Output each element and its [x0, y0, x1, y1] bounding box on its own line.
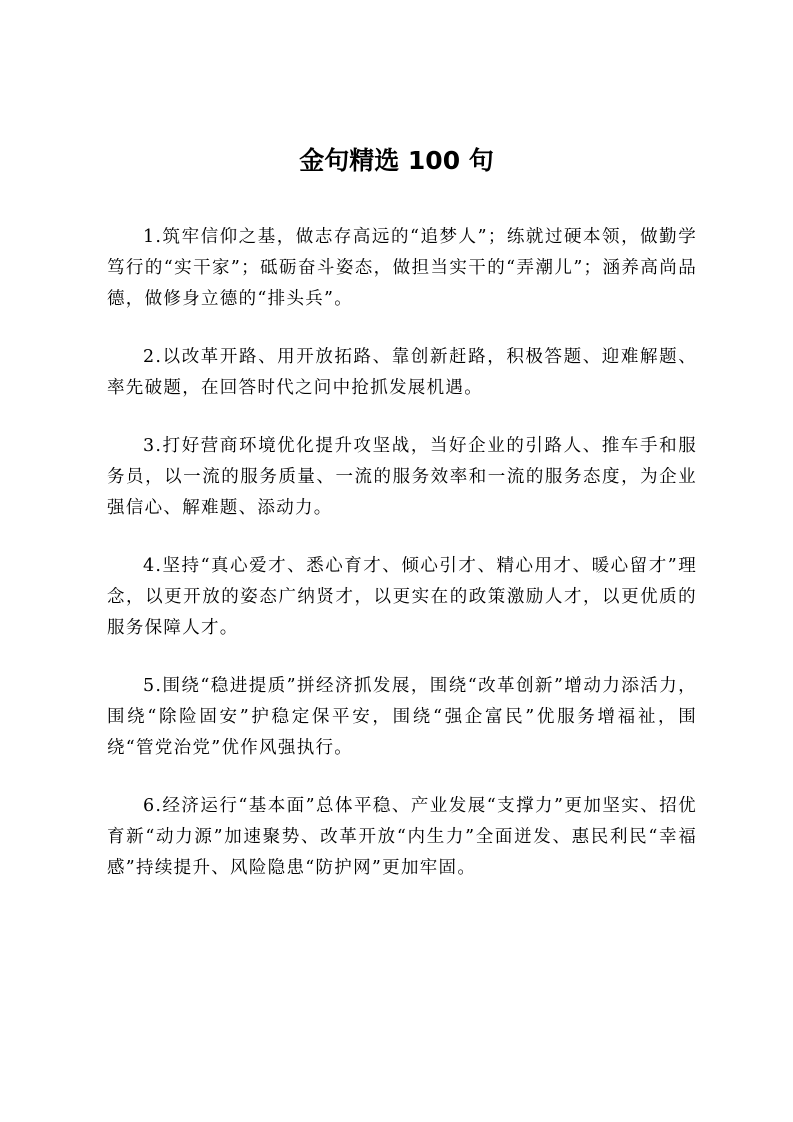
page-title: 金句精选 100 句	[299, 146, 494, 175]
paragraph-6: 6.经济运行“基本面”总体平稳、产业发展“支撑力”更加坚实、招优育新“动力源”加速聚势、改革开放“内生力”全面迸发、惠民利民“幸福感”持续提升、风险隐患“防护网”更加牢固。	[107, 796, 697, 878]
document-body	[107, 222, 697, 911]
paragraph-2: 2.以改革开路、用开放拓路、靠创新赶路，积极答题、迎难解题、率先破题，在回答时代之问中抢抓发展机遇。	[107, 347, 697, 398]
paragraph-3: 3.打好营商环境优化提升攻坚战，当好企业的引路人、推车手和服务员，以一流的服务质量、一流的服务效率和一流的服务态度，为企业强信心、解难题、添动力。	[107, 436, 697, 518]
paragraph-1: 1.筑牢信仰之基，做志存高远的“追梦人”；练就过硬本领，做勤学笃行的“实干家”；砥砺奋斗姿态，做担当实干的“弄潮儿”；涵养高尚品德，做修身立德的“排头兵”。	[107, 227, 697, 309]
paragraph-4: 4.坚持“真心爱才、悉心育才、倾心引才、精心用才、暖心留才”理念，以更开放的姿态广纳贤才，以更实在的政策激励人才，以更优质的服务保障人才。	[107, 556, 697, 638]
paragraph-5: 5.围绕“稳进提质”拼经济抓发展，围绕“改革创新”增动力添活力，围绕“除险固安”护稳定保平安，围绕“强企富民”优服务增福祉，围绕“管党治党”优作风强执行。	[107, 676, 697, 758]
